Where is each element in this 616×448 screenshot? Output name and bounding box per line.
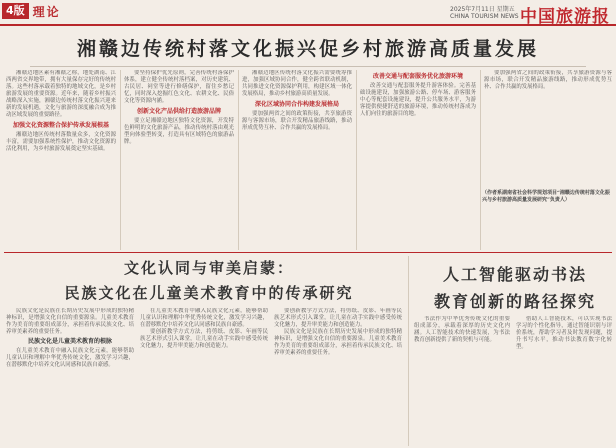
column-rule bbox=[120, 70, 121, 250]
article3-headline-line2: 教育创新的路径探究 bbox=[433, 292, 596, 311]
article1-column-3 bbox=[242, 70, 352, 250]
article3-column-1 bbox=[414, 316, 510, 446]
article2-col1-text: 民族文化是民族在长期历史发展中形成的独特精神标识，是增强文化自信的重要源泉。儿童美术教育作为美育的重要组成部分，承担着传承民族文化、培养审美素养的重要任务。 bbox=[6, 308, 134, 335]
paper-name-english: CHINA TOURISM NEWS bbox=[450, 13, 519, 20]
section-name: 理论 bbox=[32, 4, 61, 19]
article1-column-4 bbox=[360, 70, 476, 250]
article2-headline-line2: 民族文化在儿童美术教育中的传承研究 bbox=[64, 284, 354, 302]
article1-subheading-1: 加强文化资源整合保护传承发展根基 bbox=[12, 122, 109, 129]
article2-column-1 bbox=[6, 308, 134, 446]
article2-col3-text: 要创新教学方式方法，将剪纸、皮影、年画等民族艺术形式引入课堂，让儿童在动手实践中感受传统文化魅力，提升审美能力和创造能力。 bbox=[140, 329, 268, 349]
article1-column-2 bbox=[124, 70, 234, 250]
article2-col3-repeat: 要创新教学方式方法，将剪纸、皮影、年画等民族艺术形式引入课堂，让儿童在动手实践中感受传统文化魅力，提升审美能力和创造能力。 bbox=[274, 308, 402, 328]
article3-headline-line1: 人工智能驱动书法 bbox=[442, 265, 587, 284]
author-note: （作者系湖南省社会科学规划项目“湘赣边传统村落文化振兴与乡村旅游高质量发展研究”负责人） bbox=[482, 190, 610, 203]
column-rule bbox=[356, 70, 357, 250]
article2-col2-repeat: 在儿童美术教育中融入民族文化元素，能够帮助儿童认识和理解中华优秀传统文化，激发学习兴趣，在潜移默化中培养文化认同感和民族自豪感。 bbox=[140, 308, 268, 328]
article3-headline bbox=[415, 262, 615, 312]
article2-column-3 bbox=[274, 308, 402, 446]
article1-subheading-2: 创新文化产品供给打造旅游品牌 bbox=[136, 108, 221, 115]
article2-subheading-1: 民族文化是儿童美术教育的根脉 bbox=[27, 338, 112, 345]
article1-col2b-text: 要立足湘赣边地区独特文化资源，开发特色鲜明的文化旅游产品，推动传统村落由观光型向体验型转变，打造具有区域特色的旅游品牌。 bbox=[124, 118, 234, 145]
article3-column-2 bbox=[516, 316, 612, 446]
issue-date: 2025年7月11日 星期五 bbox=[450, 6, 515, 13]
article1-column-1 bbox=[6, 70, 116, 250]
article2-col1-repeat: 民族文化是民族在长期历史发展中形成的独特精神标识，是增强文化自信的重要源泉。儿童美术教育作为美育的重要组成部分，承担着传承民族文化、培养审美素养的重要任务。 bbox=[274, 329, 402, 356]
headline-divider bbox=[30, 66, 586, 67]
dateline bbox=[450, 6, 530, 20]
article1-col1-text: 湘赣边地区素有湘赣之称，地处湖南、江西两省交界地带，拥有大量保存完好的传统村落。这些村落承载着独特的地域文化，是乡村旅游发展的重要资源。近年来，随着乡村振兴战略深入实施，湘赣边传统村落文化振兴迎来新的发展机遇，文化与旅游的深度融合成为推动区域发展的重要路径。 bbox=[6, 70, 116, 118]
page-tag bbox=[2, 2, 61, 20]
article1-col4-continued: 要加强两省之间的政策衔接，共享旅游资源与客源市场，联合开发精品旅游线路，推动形成优势互补、合作共赢的发展格局。 bbox=[484, 70, 612, 90]
article1-col4-text: 改善交通与配套服务提升游客体验。完善基础设施建设，加强旅游公路、停车场、游客服务中心等配套设施建设，提升公共服务水平，为游客提供便捷舒适的旅游环境，推动传统村落成为人们向往的旅游目的地。 bbox=[360, 83, 476, 117]
newspaper-logo: 中国旅游报 bbox=[520, 7, 610, 27]
article3-col1-text: 书法作为中华优秀传统文化的重要组成部分，承载着深厚的历史文化内涵。人工智能技术的快速发展，为书法教育创新提供了新的契机与可能。 bbox=[414, 316, 510, 343]
article2-headline bbox=[44, 257, 374, 303]
article2-col2-text: 在儿童美术教育中融入民族文化元素，能够帮助儿童认识和理解中华优秀传统文化，激发学习兴趣，在潜移默化中培养文化认同感和民族自豪感。 bbox=[6, 348, 134, 368]
article1-subheading-4: 改善交通与配套服务优化旅游环境 bbox=[372, 73, 463, 80]
article1-col3b-text: 要加强两省之间的政策衔接，共享旅游资源与客源市场，联合开发精品旅游线路，推动形成优势互补、合作共赢的发展格局。 bbox=[242, 111, 352, 131]
column-rule bbox=[238, 70, 239, 250]
page-number: 4版 bbox=[2, 3, 29, 19]
article1-col3-text: 湘赣边地区传统村落文化振兴需要统筹推进，加强区域协同合作，健全跨省联动机制，共同推进文化资源保护利用，构建区域一体化发展格局，推动乡村旅游高质量发展。 bbox=[242, 70, 352, 97]
article1-col2-text: 要坚持保护优先原则，完善传统村落保护体系，建立健全传统村落档案，对历史建筑、古民居、祠堂等进行修缮保护，留住乡愁记忆，同时深入挖掘红色文化、农耕文化、民俗文化等资源内涵。 bbox=[124, 70, 234, 104]
article1-col1b-text: 湘赣边地区传统村落数量众多，文化资源丰富，需要加强系统性保护，推动文化资源的活化利用，为乡村旅游发展奠定坚实基础。 bbox=[6, 132, 116, 152]
article3-col2-text: 借助人工智能技术，可以实现书法学习的个性化指导，通过智能识别与评价系统，帮助学习者及时发现问题，提升书写水平，推动书法教育数字化转型。 bbox=[516, 316, 612, 350]
column-rule bbox=[480, 70, 481, 250]
section-divider bbox=[4, 252, 612, 253]
article1-headline: 湘赣边传统村落文化振兴促乡村旅游高质量发展 bbox=[76, 38, 539, 60]
column-rule bbox=[408, 256, 409, 446]
masthead bbox=[0, 0, 616, 26]
article2-column-2 bbox=[140, 308, 268, 446]
article2-headline-line1: 文化认同与审美启蒙： bbox=[123, 259, 294, 277]
article1-column-5 bbox=[484, 70, 612, 182]
article1-subheading-3: 深化区域协同合作构建发展格局 bbox=[254, 101, 339, 108]
